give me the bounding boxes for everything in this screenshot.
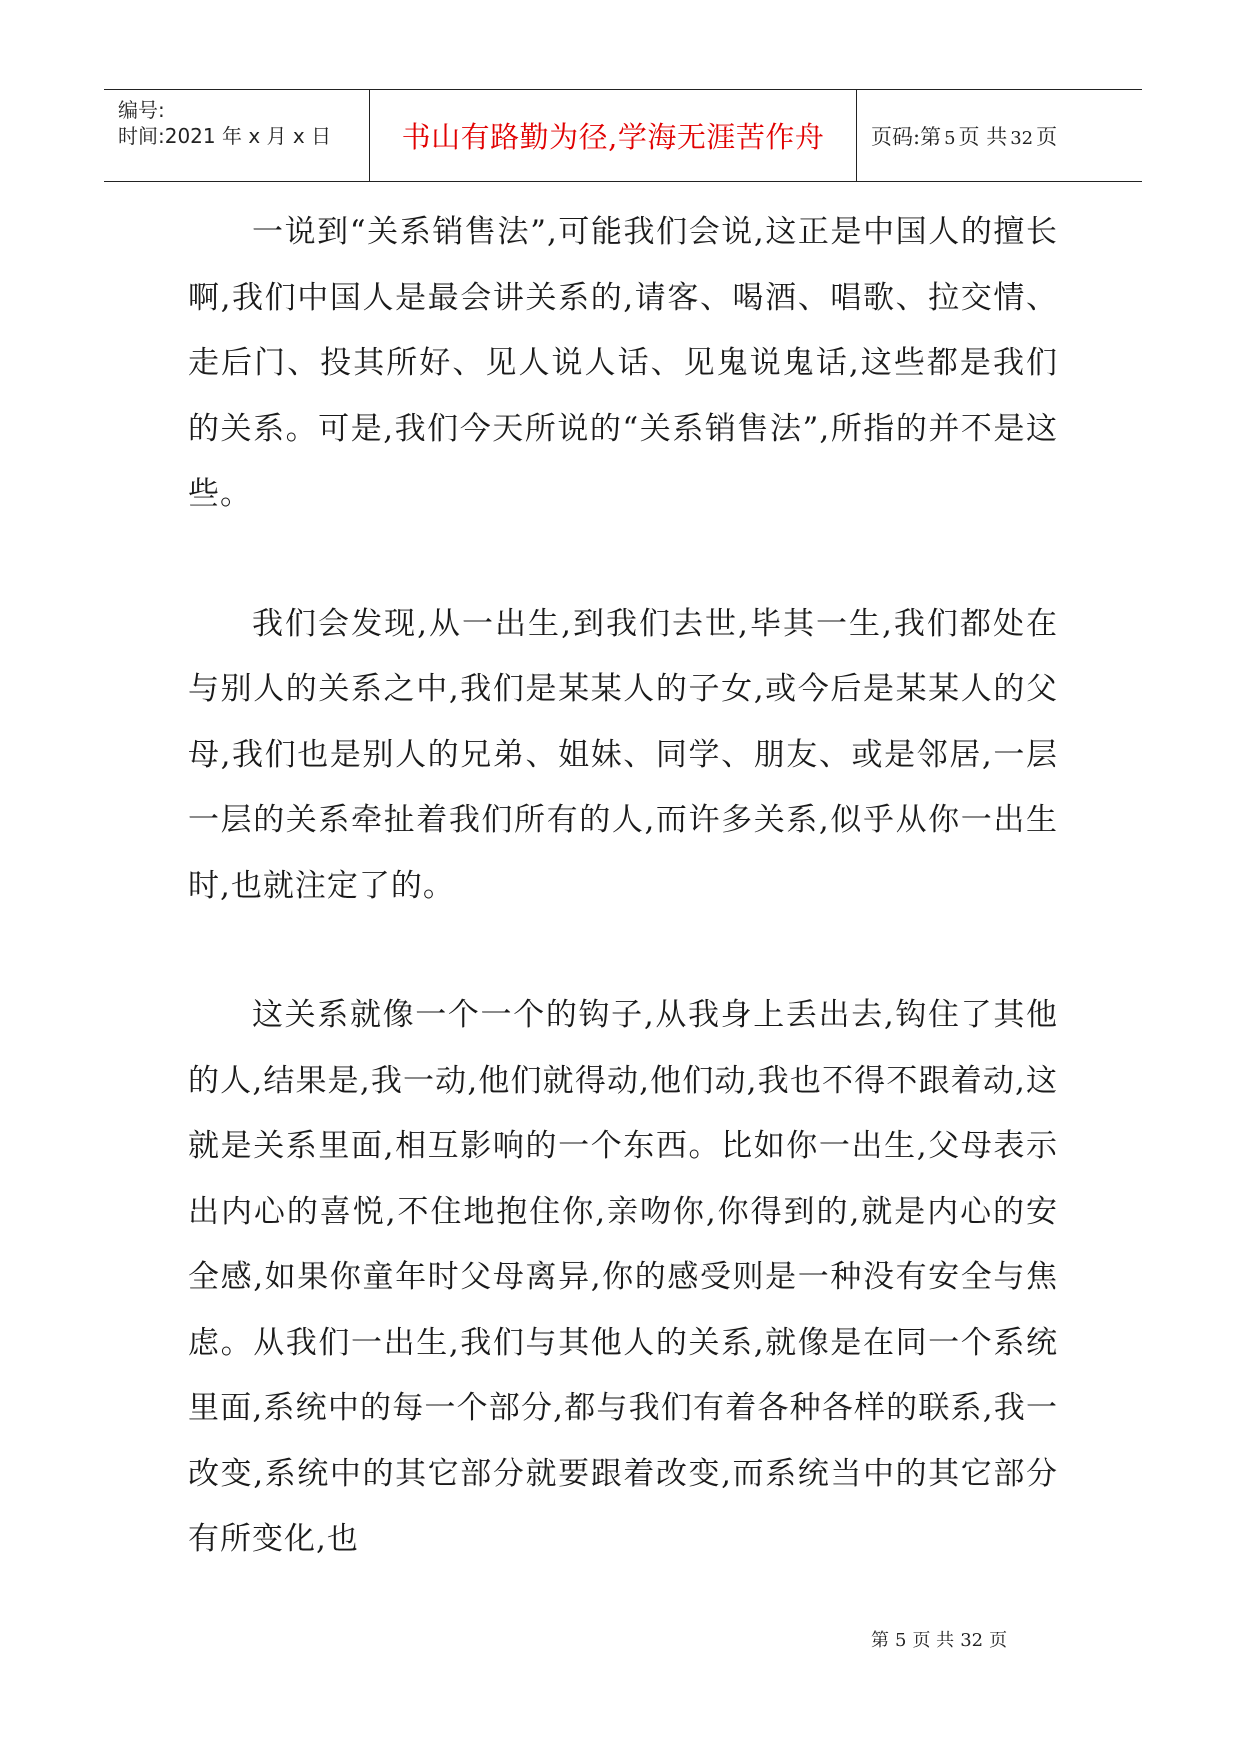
motto-text: 书山有路勤为径,学海无涯苦作舟 xyxy=(401,120,825,154)
header-motto-cell xyxy=(369,90,857,181)
header-meta-cell xyxy=(104,90,369,181)
page-footer xyxy=(868,1626,1010,1652)
footer-prefix: 第 xyxy=(871,1630,889,1651)
footer-middle: 页 共 xyxy=(912,1630,955,1651)
page-code-prefix: 页码:第 xyxy=(871,124,942,149)
header-page-code xyxy=(871,121,1057,151)
page-code-middle: 页 共 xyxy=(958,124,1008,149)
footer-current-page: 5 xyxy=(895,1630,907,1651)
footer-total-pages: 32 xyxy=(960,1630,984,1651)
page-code-current: 5 xyxy=(944,127,956,149)
header-page-cell xyxy=(857,90,1142,181)
footer-suffix: 页 xyxy=(989,1630,1008,1651)
paragraph: 我们会发现,从一出生,到我们去世,毕其一生,我们都处在与别人的关系之中,我们是某某人的子女,或今后是某某人的父母,我们也是别人的兄弟、姐妹、同学、朋友、或是邻居,一层一层的关系牵扯着我们所有的人,而许多关系,似乎从你一出生时,也就注定了的。 xyxy=(188,605,1058,904)
paragraph: 一说到“关系销售法”,可能我们会说,这正是中国人的擅长啊,我们中国人是最会讲关系的,请客、喝酒、唱歌、拉交情、走后门、投其所好、见人说人话、见鬼说鬼话,这些都是我们的关系。可是,我们今天所说的“关系销售法”,所指的并不是这些。 xyxy=(188,214,1058,512)
document-number-label: 编号: xyxy=(118,98,165,122)
document-body xyxy=(188,200,1058,1637)
paragraph: 这关系就像一个一个的钩子,从我身上丢出去,钩住了其他的人,结果是,我一动,他们就得动,他们动,我也不得不跟着动,这就是关系里面,相互影响的一个东西。比如你一出生,父母表示出内心的喜悦,不住地抱住你,亲吻你,你得到的,就是内心的安全感,如果你童年时父母离异,你的感受则是一种没有安全与焦虑。从我们一出生,我们与其他人的关系,就像是在同一个系统里面,系统中的每一个部分,都与我们有着各种各样的联系,我一改变,系统中的其它部分就要跟着改变,而系统当中的其它部分有所变化,也 xyxy=(188,997,1058,1557)
page-code-total: 32 xyxy=(1010,127,1034,149)
document-header xyxy=(104,89,1142,182)
document-time-label: 时间:2021 年 x 月 x 日 xyxy=(118,124,332,148)
page-code-suffix: 页 xyxy=(1036,124,1058,149)
